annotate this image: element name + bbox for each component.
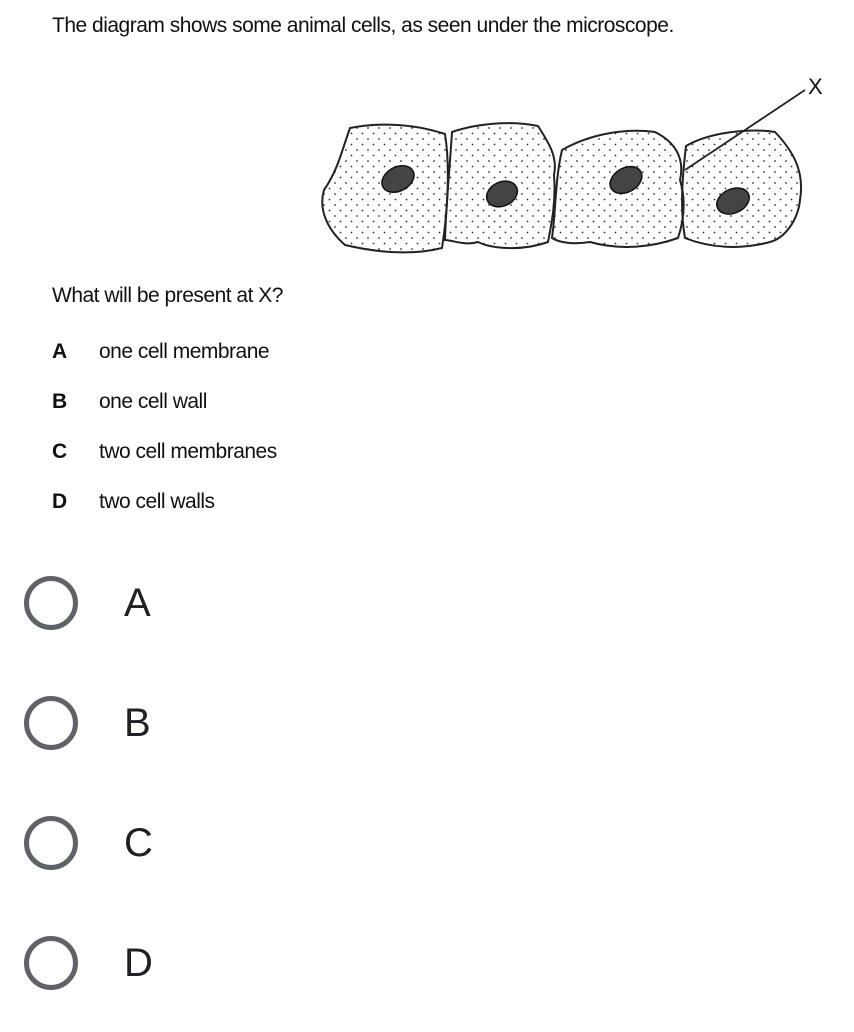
radio-button-c[interactable] <box>24 816 78 870</box>
radio-button-d[interactable] <box>24 936 78 990</box>
radio-button-a[interactable] <box>24 576 78 630</box>
choice-label-d: D <box>124 940 153 985</box>
option-letter: A <box>52 340 67 363</box>
choice-c[interactable] <box>24 810 424 876</box>
option-letter: B <box>52 390 67 413</box>
choice-label-a: A <box>124 580 151 625</box>
option-row-d <box>52 487 215 517</box>
choice-label-c: C <box>124 820 153 865</box>
cell-1 <box>322 125 448 253</box>
option-text: one cell membrane <box>99 340 270 363</box>
radio-button-b[interactable] <box>24 696 78 750</box>
cell-3 <box>552 131 684 247</box>
choice-b[interactable] <box>24 690 424 756</box>
option-row-a <box>52 337 269 367</box>
cell-2 <box>445 123 555 248</box>
option-row-b <box>52 387 207 417</box>
choice-label-b: B <box>124 700 151 745</box>
option-text: two cell membranes <box>99 440 277 463</box>
option-text: one cell wall <box>99 390 207 413</box>
question-intro: The diagram shows some animal cells, as seen under the microscope. <box>52 14 674 37</box>
cell-4 <box>682 131 801 247</box>
animal-cells-diagram <box>300 70 840 270</box>
diagram-label-x: X <box>808 74 823 99</box>
choice-d[interactable] <box>24 930 424 996</box>
option-row-c <box>52 437 277 467</box>
option-letter: C <box>52 440 67 463</box>
question-prompt: What will be present at X? <box>52 284 283 307</box>
option-letter: D <box>52 490 67 513</box>
choice-a[interactable] <box>24 570 424 636</box>
option-text: two cell walls <box>99 490 215 513</box>
